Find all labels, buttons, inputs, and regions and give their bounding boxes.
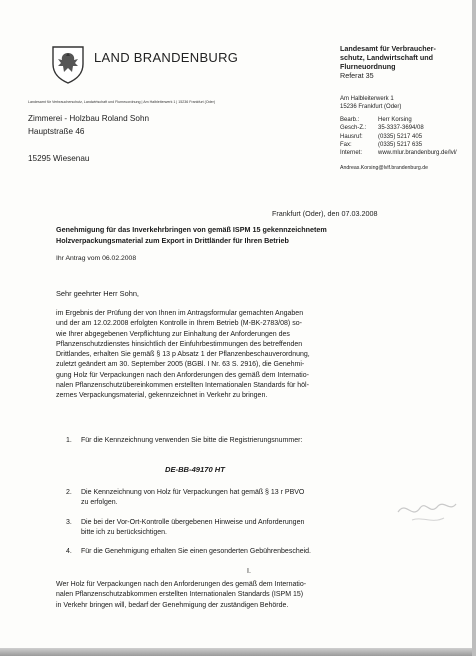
list-line: Die Kennzeichnung von Holz für Verpackungen hat gemäß § 13 r PBVO (81, 489, 305, 496)
contact-value: (0335) 5217 635 (378, 142, 423, 149)
contact-row (340, 149, 472, 157)
reference-line: Ihr Antrag vom 06.02.2008 (56, 255, 137, 262)
list-number: 3. (66, 519, 72, 526)
closing-line: Wer Holz für Verpackungen nach den Anforderungen des gemäß dem Internatio- (56, 581, 307, 588)
contact-row (340, 141, 472, 149)
section-number: I. (247, 568, 251, 575)
list-number: 4. (66, 548, 72, 555)
body-line: und der am 12.02.2008 erfolgten Kontrolle in Ihrem Betrieb (M-BK-2783/08) so- (56, 320, 302, 328)
closing-line: in Verkehr bringen will, bedarf der Genehmigung der zuständigen Behörde. (56, 601, 289, 609)
office-line: Landesamt für Verbraucher- (340, 44, 436, 53)
contact-email-link[interactable]: Andreas.Korsing@lvlf.brandenburg.de (340, 164, 429, 171)
contact-label: Internet: (340, 150, 363, 157)
contact-row (340, 124, 472, 132)
body-line: nalen Pflanzenschutzübereinkommen erstellten Internationalen Standards für höl- (56, 382, 309, 390)
list-item-4 (66, 547, 426, 557)
list-line: Für die Genehmigung erhalten Sie einen gesonderten Gebührenbescheid. (81, 548, 311, 555)
list-item-2 (66, 488, 426, 509)
contact-label: Gesch-Z.: (340, 125, 367, 132)
pencil-scribble-mark (392, 490, 462, 530)
closing-paragraph (56, 580, 432, 611)
contact-website-link[interactable]: www.mlur.brandenburg.de/lvl/ (378, 150, 457, 157)
brand-faint-subline (94, 68, 214, 74)
office-line: Flurneuordnung (340, 62, 396, 71)
salutation: Sehr geehrter Herr Sohn, (56, 289, 139, 298)
contact-label: Bearb.: (340, 116, 360, 123)
sender-return-address: Landesamt für Verbraucherschutz, Landwirtschaft und Flurneuordnung | Am Halbleiterwerk 1 | 15236 Frankfurt (Oder) (28, 100, 216, 104)
coat-of-arms-logo (50, 44, 86, 84)
contact-row (340, 133, 472, 141)
registration-number: DE-BB-49170 HT (165, 465, 225, 474)
office-line: schutz, Landwirtschaft und (340, 53, 434, 62)
recipient-name: Zimmerei - Holzbau Roland Sohn (28, 114, 150, 123)
letter-subject (56, 224, 456, 246)
contact-block (340, 95, 472, 172)
closing-line: nalen Pflanzenschutzabkommen erstellten Internationalen Standards (ISPM 15) (56, 591, 304, 599)
contact-value: Herr Korsing (378, 116, 412, 123)
contact-value: 35-3337-3694/08 (378, 125, 424, 132)
list-line: Für die Kennzeichnung verwenden Sie bitte die Registrierungsnummer: (81, 437, 303, 444)
list-item-3 (66, 518, 426, 539)
list-item-1 (66, 436, 426, 446)
contact-address-line: Am Halbleiterwerk 1 (340, 96, 394, 102)
contact-value: (0335) 5217 405 (378, 133, 423, 140)
referat-label: Referat 35 (340, 71, 374, 80)
scan-edge-right (472, 0, 476, 656)
subject-line: Genehmigung für das Inverkehrbringen von gemäß ISPM 15 gekennzeichnetem (56, 225, 327, 234)
list-line: Die bei der Vor-Ort-Kontrolle übergebenen Hinweise und Anforderungen (81, 519, 305, 526)
letter-date: Frankfurt (Oder), den 07.03.2008 (272, 209, 378, 218)
list-number: 2. (66, 489, 72, 496)
office-header (340, 44, 468, 80)
body-line: gung Holz für Verpackungen nach den Anforderungen des gemäß dem Internatio- (56, 371, 309, 379)
body-line: wie Ihrer abgegebenen Verpflichtung zur Einhaltung der Anforderungen des (56, 330, 290, 338)
recipient-street: Hauptstraße 46 (28, 127, 85, 136)
body-line: zuletzt geändert am 30. September 2005 (BGBl. I Nr. 63 S. 2916), die Genehmi- (56, 361, 305, 369)
body-line: im Ergebnis der Prüfung der von Ihnen im Antragsformular gemachten Angaben (56, 310, 304, 317)
recipient-address (28, 112, 149, 165)
recipient-city: 15295 Wiesenau (28, 154, 90, 163)
contact-label: Fax: (340, 142, 352, 149)
body-line: Drittlandes, erhalten Sie gemäß § 13 p Absatz 1 der Pflanzenbeschauverordnung, (56, 351, 310, 359)
body-line: zernes Verpackungsmaterial, gekennzeichnet in Verkehr zu bringen. (56, 392, 268, 400)
body-line: Pflanzenschutzdienstes hinsichtlich der Einfuhrbestimmungen des betreffenden (56, 340, 303, 348)
list-line: zu erfolgen. (81, 499, 118, 507)
list-line: bitte ich zu berücksichtigen. (81, 529, 167, 537)
contact-row (340, 116, 472, 124)
brand-name: LAND BRANDENBURG (94, 50, 239, 65)
body-paragraph (56, 309, 432, 402)
subject-line: Holzverpackungsmaterial zum Export in Drittländer für Ihren Betrieb (56, 236, 289, 245)
scan-edge-bottom (0, 648, 472, 656)
list-number: 1. (66, 437, 72, 444)
contact-label: Hausruf: (340, 133, 363, 140)
contact-address-line: 15236 Frankfurt (Oder) (340, 104, 402, 111)
